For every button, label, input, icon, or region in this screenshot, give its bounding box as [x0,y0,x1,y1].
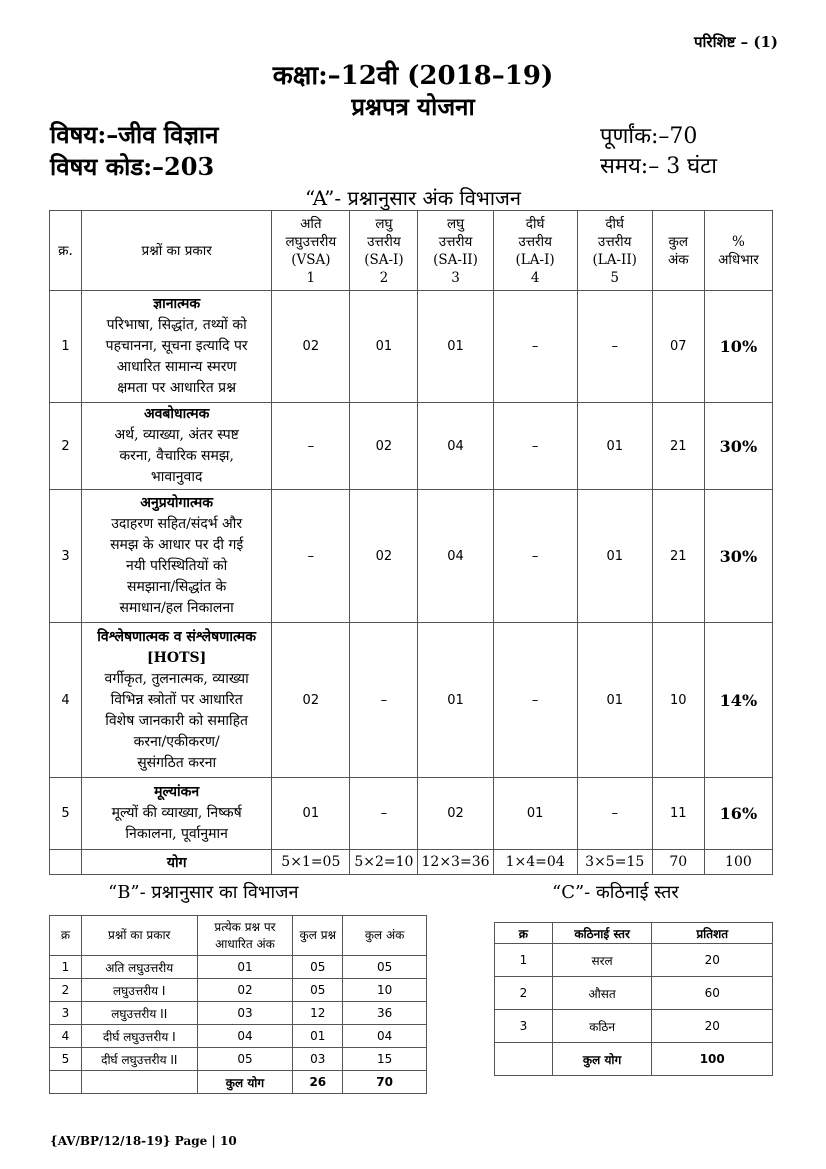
b-cell: 12 [293,1002,343,1025]
b-cell: 05 [293,979,343,1002]
appendix-label: परिशिष्ट – (1) [694,33,778,51]
cell-la1: 01 [493,778,577,850]
row-type: मूल्यांकन मूल्यों की व्याख्या, निष्कर्ष निकालना, पूर्वानुमान [82,778,272,850]
total-row [495,1043,773,1076]
table-row [50,1002,427,1025]
table-row [50,490,773,623]
subject-code-label: विषय कोड:–203 [50,152,215,181]
cell-pct: 14% [704,623,772,778]
cell-sa2: 04 [418,490,493,623]
total-vsa: 5×1=05 [272,850,350,875]
cell-sa2: 02 [418,778,493,850]
total-marks: 70 [652,850,704,875]
c-col-level: कठिनाई स्तर [552,923,652,944]
cell-sa2: 01 [418,291,493,403]
b-blank [50,1071,82,1094]
cell-pct: 30% [704,403,772,490]
b-total-questions: 26 [293,1071,343,1094]
cell-total: 10 [652,623,704,778]
class-title: कक्षा:–12वी (2018–19) [272,61,554,91]
cell-total: 07 [652,291,704,403]
total-label: योग [82,850,272,875]
cell-vsa: 02 [272,623,350,778]
b-cell: लघुउत्तरीय I [81,979,197,1002]
cell-pct: 16% [704,778,772,850]
difficulty-table [494,922,773,1076]
total-la2: 3×5=15 [577,850,652,875]
c-col-percent: प्रतिशत [652,923,773,944]
cell-sa1: 02 [350,403,418,490]
cell-vsa: 01 [272,778,350,850]
col-sa1: लघु उत्तरीय (SA-I) 2 [350,211,418,291]
b-cell: दीर्घ लघुउत्तरीय II [81,1048,197,1071]
c-cell: कठिन [552,1010,652,1043]
question-type-table [49,915,427,1094]
cell-pct: 10% [704,291,772,403]
table-row [50,291,773,403]
c-cell: औसत [552,977,652,1010]
b-col-type: प्रश्नों का प्रकार [81,916,197,956]
b-cell: 2 [50,979,82,1002]
row-sno: 4 [50,623,82,778]
col-sno: क्र. [50,211,82,291]
b-cell: 01 [293,1025,343,1048]
table-row [50,623,773,778]
table-row [495,977,773,1010]
row-type: अनुप्रयोगात्मक उदाहरण सहित/संदर्भ और समझ के आधार पर दी गई नयी परिस्थितियों को समझाना/सिद्धांत के समाधान/हल निकालना [82,490,272,623]
b-cell: 03 [293,1048,343,1071]
total-pct: 100 [704,850,772,875]
b-col-marks-each: प्रत्येक प्रश्न पर आधारित अंक [197,916,293,956]
cell-la2: – [577,291,652,403]
col-vsa: अति लघुउत्तरीय (VSA) 1 [272,211,350,291]
c-blank [495,1043,553,1076]
c-cell: 60 [652,977,773,1010]
cell-la1: – [493,623,577,778]
row-type: ज्ञानात्मक परिभाषा, सिद्धांत, तथ्यों को पहचानना, सूचना इत्यादि पर आधारित सामान्य स्मरण क्षमता पर आधारित प्रश्न [82,291,272,403]
table-a-title: “A”- प्रश्नानुसार अंक विभाजन [304,186,521,210]
c-cell: 20 [652,944,773,977]
cell-vsa: – [272,403,350,490]
cell-sa1: – [350,623,418,778]
table-row [495,1010,773,1043]
c-cell: 20 [652,1010,773,1043]
b-cell: लघुउत्तरीय II [81,1002,197,1025]
plan-title: प्रश्नपत्र योजना [351,92,475,121]
cell-la2: 01 [577,490,652,623]
b-cell: 36 [343,1002,427,1025]
row-sno: 1 [50,291,82,403]
total-blank [50,850,82,875]
b-col-sno: क्र [50,916,82,956]
col-total: कुल अंक [652,211,704,291]
b-cell: 5 [50,1048,82,1071]
cell-la2: 01 [577,623,652,778]
b-cell: दीर्घ लघुउत्तरीय I [81,1025,197,1048]
col-la1: दीर्घ उत्तरीय (LA-I) 4 [493,211,577,291]
b-blank [81,1071,197,1094]
total-row [50,850,773,875]
table-row [50,956,427,979]
total-sa2: 12×3=36 [418,850,493,875]
col-sa2: लघु उत्तरीय (SA-II) 3 [418,211,493,291]
table-row [495,944,773,977]
b-cell: अति लघुउत्तरीय [81,956,197,979]
col-pct: % अधिभार [704,211,772,291]
c-cell: 1 [495,944,553,977]
b-cell: 04 [197,1025,293,1048]
b-cell: 1 [50,956,82,979]
b-col-marks: कुल अंक [343,916,427,956]
total-row [50,1071,427,1094]
c-total-value: 100 [652,1043,773,1076]
b-cell: 05 [197,1048,293,1071]
table-row [50,778,773,850]
table-row [50,1025,427,1048]
total-sa1: 5×2=10 [350,850,418,875]
table-row [50,403,773,490]
c-total-label: कुल योग [552,1043,652,1076]
table-row [50,979,427,1002]
marks-distribution-table [49,210,773,875]
c-cell: सरल [552,944,652,977]
b-cell: 05 [293,956,343,979]
cell-sa2: 01 [418,623,493,778]
c-col-sno: क्र [495,923,553,944]
b-cell: 15 [343,1048,427,1071]
b-cell: 04 [343,1025,427,1048]
cell-sa2: 04 [418,403,493,490]
cell-la1: – [493,403,577,490]
row-type: विश्लेषणात्मक व संश्लेषणात्मक [HOTS] वर्गीकृत, तुलनात्मक, व्याख्या विभिन्न स्त्रोतों पर आधारित विशेष जानकारी को समाहित करना/एकीकरण/ सुसंगठित करना [82,623,272,778]
b-col-questions: कुल प्रश्न [293,916,343,956]
b-cell: 03 [197,1002,293,1025]
cell-sa1: – [350,778,418,850]
full-marks-label: पूर्णांक:–70 [600,124,698,149]
col-la2: दीर्घ उत्तरीय (LA-II) 5 [577,211,652,291]
b-cell: 02 [197,979,293,1002]
cell-vsa: 02 [272,291,350,403]
c-cell: 3 [495,1010,553,1043]
cell-sa1: 02 [350,490,418,623]
b-cell: 3 [50,1002,82,1025]
table-b-title: “B”- प्रश्नानुसार का विभाजन [108,882,299,903]
cell-la1: – [493,490,577,623]
cell-vsa: – [272,490,350,623]
total-la1: 1×4=04 [493,850,577,875]
cell-la2: – [577,778,652,850]
b-cell: 05 [343,956,427,979]
cell-pct: 30% [704,490,772,623]
cell-sa1: 01 [350,291,418,403]
col-type: प्रश्नों का प्रकार [82,211,272,291]
c-cell: 2 [495,977,553,1010]
row-type: अवबोधात्मक अर्थ, व्याख्या, अंतर स्पष्ट करना, वैचारिक समझ, भावानुवाद [82,403,272,490]
b-cell: 4 [50,1025,82,1048]
page-footer: {AV/BP/12/18-19} Page | 10 [50,1134,237,1148]
cell-la2: 01 [577,403,652,490]
subject-label: विषय:–जीव विज्ञान [50,120,219,149]
cell-total: 21 [652,490,704,623]
b-total-marks: 70 [343,1071,427,1094]
table-c-title: “C”- कठिनाई स्तर [552,882,679,903]
b-cell: 01 [197,956,293,979]
row-sno: 3 [50,490,82,623]
b-total-label: कुल योग [197,1071,293,1094]
row-sno: 5 [50,778,82,850]
table-row [50,1048,427,1071]
cell-total: 11 [652,778,704,850]
b-cell: 10 [343,979,427,1002]
cell-la1: – [493,291,577,403]
cell-total: 21 [652,403,704,490]
row-sno: 2 [50,403,82,490]
time-label: समय:– 3 घंटा [600,154,717,179]
